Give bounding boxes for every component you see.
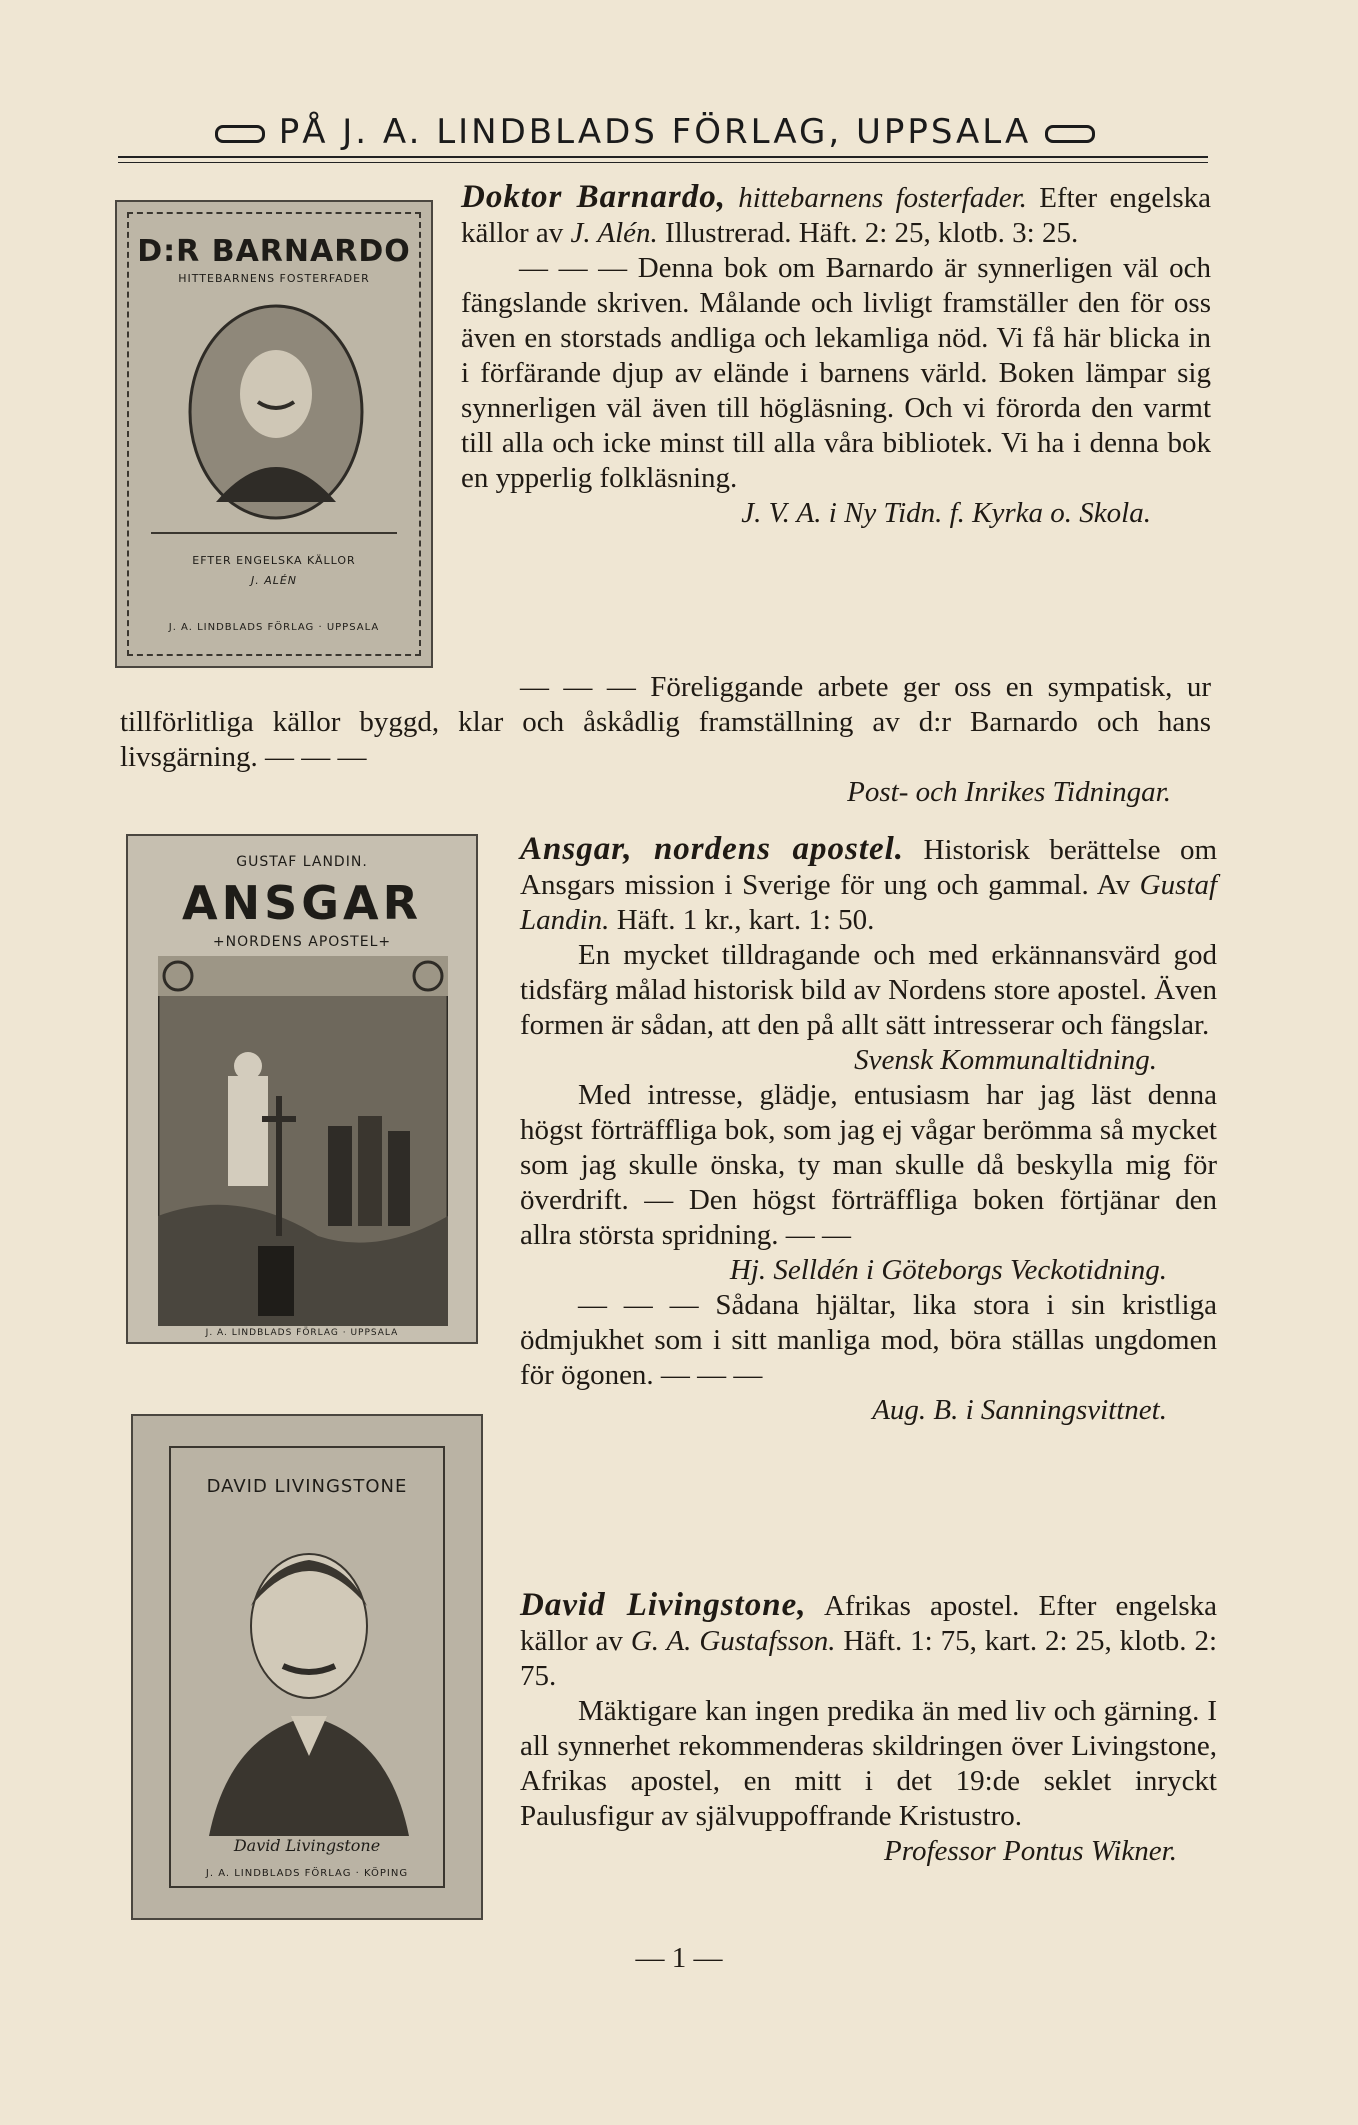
ansgar-info-post: Häft. 1 kr., kart. 1: 50.	[616, 904, 875, 936]
barnardo-entry	[461, 180, 1211, 531]
livingstone-cover-image	[131, 1414, 483, 1920]
barnardo-review-1: — — — Denna bok om Barnardo är synnerligen väl och fängslande skriven. Målande och livligt framställer den för oss även en storstads andliga och lekamliga nöd. Vi få här blicka in i förfärande djup av elände i barnens värld. Boken lämpar sig synnerligen väl även till högläsning. Och vi förorda den varmt till alla och icke minst till alla våra bibliotek. Vi ha i denna bok en ypperlig folkläsning.	[461, 252, 1211, 494]
cover-author-line: EFTER ENGELSKA KÄLLOR	[192, 554, 356, 567]
livingstone-source-1: Professor Pontus Wikner.	[884, 1835, 1177, 1867]
livingstone-portrait	[199, 1516, 419, 1836]
cover-title: D:R BARNARDO	[137, 234, 411, 269]
barnardo-title-rest: hittebarnens fosterfader.	[738, 182, 1027, 214]
ansgar-entry	[520, 832, 1217, 1428]
livingstone-title: David Livingstone,	[520, 1587, 807, 1623]
ansgar-review-2: Med intresse, glädje, entusiasm har jag läst denna högst förträffliga bok, som jag ej vågar berömma så mycket som jag skulle önska, ty man skulle då beskylla mig för överdrift. — Den högst förträffliga boken förtjänar den allra största spridning. — —	[520, 1079, 1217, 1251]
ansgar-cover-image	[126, 834, 478, 1344]
header-title: PÅ J. A. LINDBLADS FÖRLAG, UPPSALA	[278, 112, 1032, 152]
barnardo-review-2: — — — Föreliggande arbete ger oss en sympatisk, ur tillförlitliga källor byggd, klar och åskådlig framställning av d:r Barnardo och hans livsgärning. — — —	[120, 671, 1211, 773]
ansgar-source-3: Aug. B. i Sanningsvittnet.	[872, 1394, 1167, 1426]
barnardo-source-2: Post- och Inrikes Tidningar.	[847, 776, 1171, 808]
ansgar-illustration	[158, 956, 448, 1326]
barnardo-info-post: Illustrerad. Häft. 2: 25, klotb. 3: 25.	[665, 217, 1079, 249]
barnardo-source-1: J. V. A. i Ny Tidn. f. Kyrka o. Skola.	[741, 497, 1151, 529]
ornament-right-icon	[1045, 125, 1095, 143]
header-rule	[118, 156, 1208, 158]
barnardo-cover-image	[115, 200, 433, 668]
livingstone-title-rest: Afrikas apostel.	[823, 1590, 1020, 1622]
cover-signature: David Livingstone	[233, 1836, 381, 1855]
cover-publisher: J. A. LINDBLADS FÖRLAG · UPPSALA	[168, 622, 380, 633]
livingstone-review-1: Mäktigare kan ingen predika än med liv och gärning. I all synnerhet rekommenderas skildringen över Livingstone, Afrikas apostel, en mitt i det 19:de seklet inryckt Paulusfigur av självuppoffrande Kristustro.	[520, 1695, 1217, 1832]
livingstone-entry	[520, 1588, 1217, 1869]
cover-author: J. ALÉN	[250, 574, 298, 587]
livingstone-info-post: Häft. 1: 75, kart. 2: 25, klotb. 2: 75.	[520, 1625, 1217, 1692]
barnardo-title: Doktor Barnardo,	[461, 179, 726, 215]
livingstone-author: G. A. Gustafsson.	[630, 1625, 836, 1657]
cover-author: GUSTAF LANDIN.	[236, 854, 368, 870]
ansgar-author: Gustaf Landin.	[520, 869, 1217, 936]
page-header	[100, 112, 1210, 152]
header-rule-thin	[118, 162, 1208, 163]
barnardo-review-2-block	[120, 670, 1211, 810]
barnardo-info-pre: Efter engelska källor av	[461, 182, 1211, 249]
ansgar-review-3: — — — Sådana hjältar, lika stora i sin kristliga ödmjukhet som i sitt manliga mod, böra ställas ungdomen för ögonen. — — —	[520, 1289, 1217, 1391]
ansgar-info-pre: Historisk berättelse om Ansgars mission i Sverige för ung och gammal. Av	[520, 834, 1218, 901]
ansgar-source-2: Hj. Selldén i Göteborgs Veckotidning.	[729, 1254, 1167, 1286]
ornament-left-icon	[215, 125, 265, 143]
livingstone-info-pre: Efter engelska källor av	[520, 1590, 1217, 1657]
cover-title: DAVID LIVINGSTONE	[206, 1476, 408, 1497]
cover-subtitle: HITTEBARNENS FOSTERFADER	[178, 272, 370, 285]
barnardo-author: J. Alén.	[570, 217, 658, 249]
cover-title: ANSGAR	[181, 876, 422, 930]
ansgar-title: Ansgar, nordens apostel.	[520, 831, 905, 867]
portrait-oval	[186, 302, 366, 522]
cover-subtitle: +NORDENS APOSTEL+	[212, 934, 392, 950]
cover-publisher: J. A. LINDBLADS FÖRLAG · UPPSALA	[205, 1328, 399, 1338]
page-number: — 1 —	[635, 1942, 723, 1974]
ansgar-review-1: En mycket tilldragande och med erkännansvärd god tidsfärg målad historisk bild av Nordens store apostel. Även formen är sådan, att den på allt sätt intresserar och fängslar.	[520, 939, 1217, 1041]
cover-publisher: J. A. LINDBLADS FÖRLAG · KÖPING	[205, 1868, 409, 1879]
ansgar-source-1: Svensk Kommunaltidning.	[854, 1044, 1157, 1076]
